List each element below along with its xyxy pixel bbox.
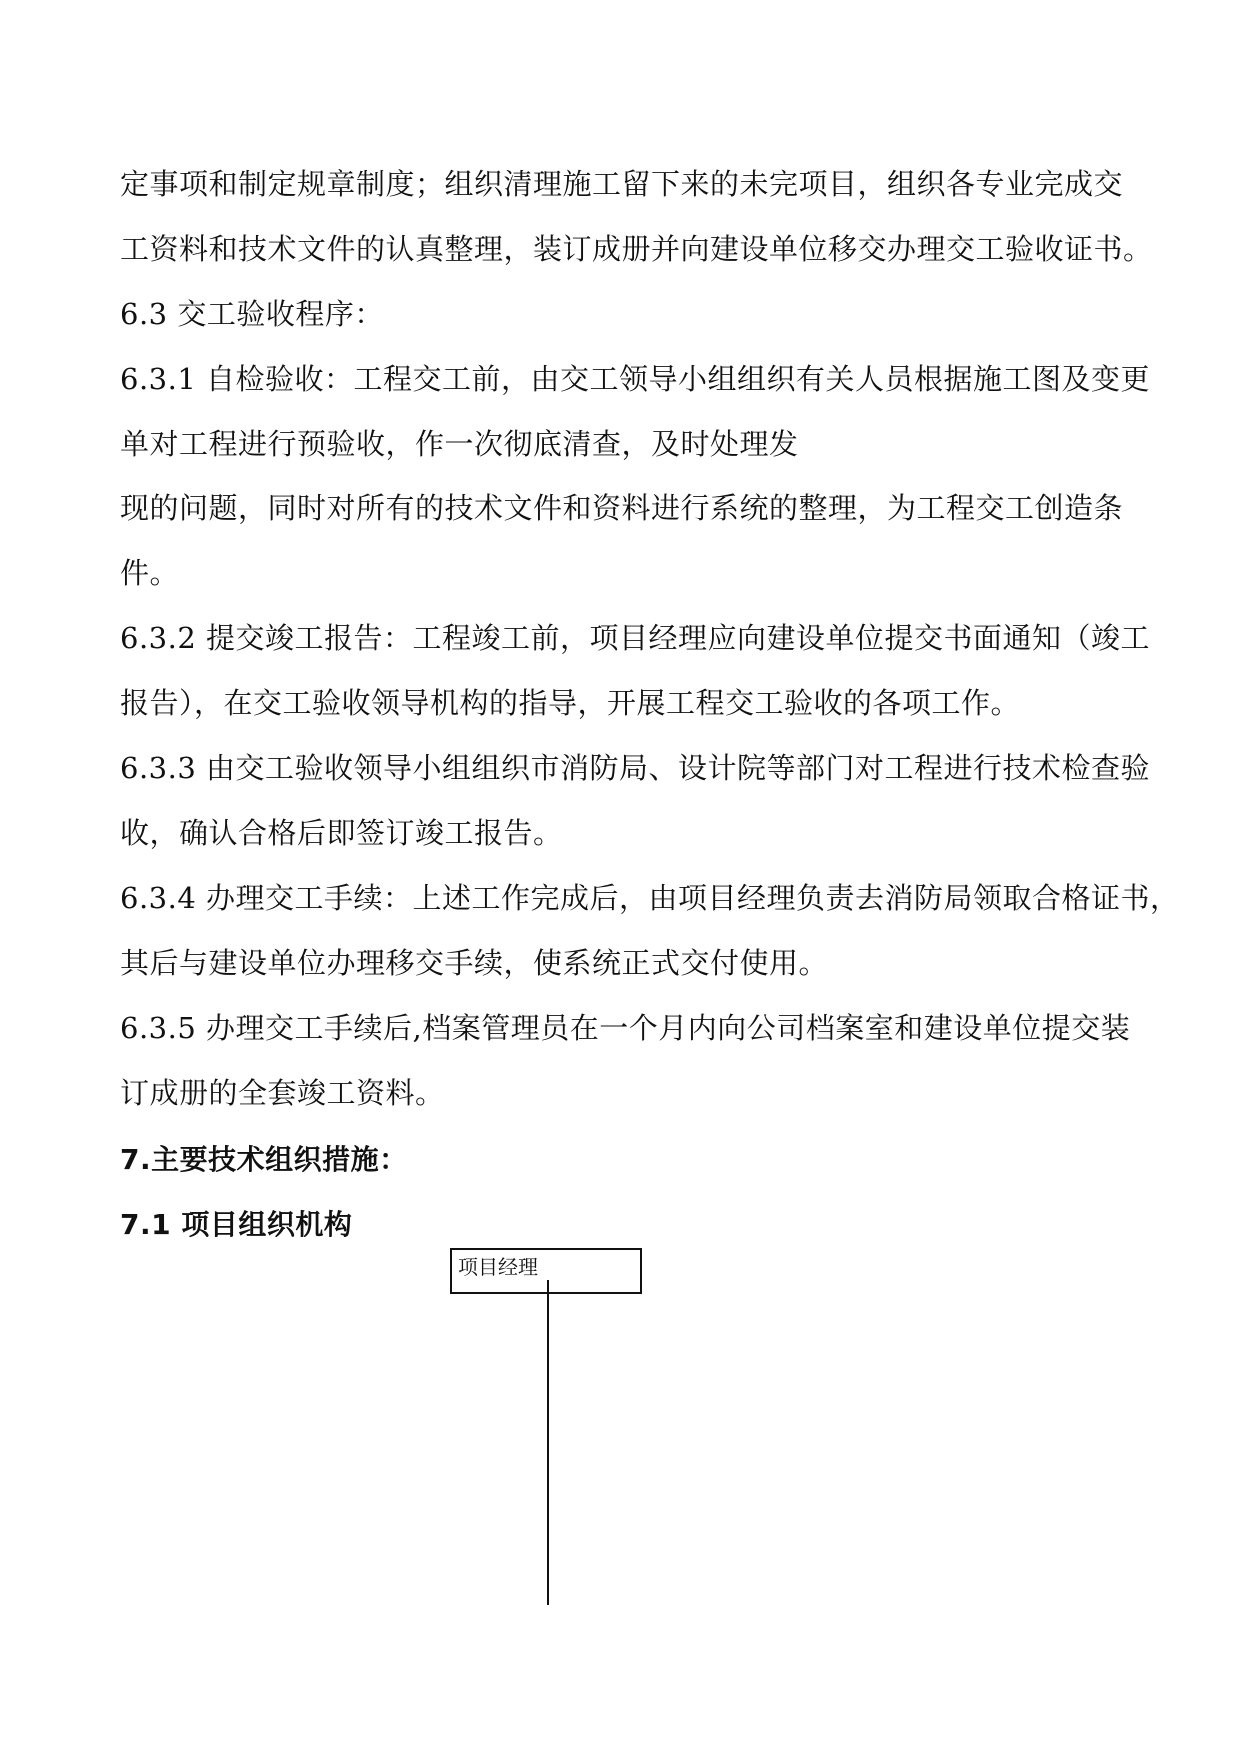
paragraph-line: 订成册的全套竣工资料。 [120,1076,445,1110]
org-chart-box-label: 项目经理 [458,1255,538,1279]
section-heading-7: 7.主要技术组织措施： [120,1143,408,1176]
paragraph-line: 工资料和技术文件的认真整理，装订成册并向建设单位移交办理交工验收证书。 [120,232,1153,266]
paragraph-line: 件。 [120,556,180,590]
org-chart-connector-line [547,1280,549,1605]
paragraph-line: 6.3.2 提交竣工报告：工程竣工前，项目经理应向建设单位提交书面通知（竣工 [120,621,1151,655]
paragraph-line: 6.3.3 由交工验收领导小组组织市消防局、设计院等部门对工程进行技术检查验 [120,751,1151,785]
paragraph-line: 6.3.1 自检验收：工程交工前，由交工领导小组组织有关人员根据施工图及变更 [120,362,1151,396]
paragraph-line: 定事项和制定规章制度；组织清理施工留下来的未完项目，组织各专业完成交 [120,167,1124,201]
paragraph-line: 单对工程进行预验收，作一次彻底清查，及时处理发 [120,427,799,461]
paragraph-line: 现的问题，同时对所有的技术文件和资料进行系统的整理，为工程交工创造条 [120,491,1124,525]
paragraph-line: 收，确认合格后即签订竣工报告。 [120,816,563,850]
paragraph-line: 其后与建设单位办理移交手续，使系统正式交付使用。 [120,946,829,980]
paragraph-line: 报告），在交工验收领导机构的指导，开展工程交工验收的各项工作。 [120,686,1021,720]
section-heading-6-3: 6.3 交工验收程序： [120,297,384,331]
org-chart-top-box [450,1248,642,1294]
paragraph-line: 6.3.4 办理交工手续：上述工作完成后，由项目经理负责去消防局领取合格证书， [120,881,1180,915]
paragraph-line: 6.3.5 办理交工手续后,档案管理员在一个月内向公司档案室和建设单位提交装 [120,1011,1131,1045]
section-heading-7-1: 7.1 项目组织机构 [120,1208,353,1241]
